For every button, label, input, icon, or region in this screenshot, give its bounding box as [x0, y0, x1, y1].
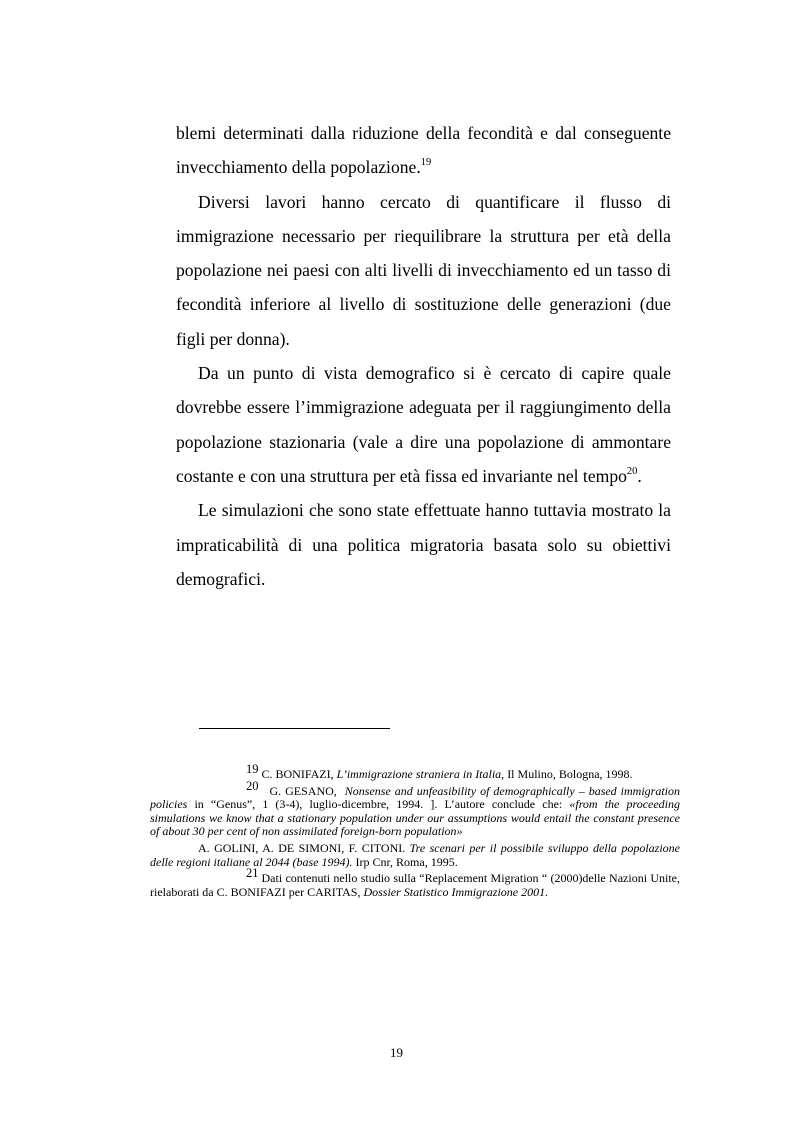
footnote-number: 19: [246, 762, 259, 776]
footnote-number: 21: [246, 866, 259, 881]
footnotes: [150, 762, 681, 902]
paragraph-1: blemi determinati dalla riduzione della fecondità e dal conseguente invecchiamento della popolazione.$^{19}$: [176, 123, 671, 178]
footnote-19: 19 C. BONIFAZI, L’immigrazione straniera in Italia, Il Mulino, Bologna, 1998.: [150, 768, 680, 782]
page-number: 19: [390, 1045, 403, 1060]
footnote-21: 21 Dati contenuti nello studio sulla “Replacement Migration “ (2000)delle Nazioni Unite, rielaborati da C. BONIFAZI per CARITAS, Dossier Statistico Immigrazione 2001.: [150, 866, 680, 899]
paragraph-2: Diversi lavori hanno cercato di quantificare il flusso di immigrazione necessario per riequilibrare la struttura per età della popolazione nei paesi con alti livelli di invecchiamento ed un tasso di fecondità inferiore al livello di sostituzione delle generazioni (due figli per donna).: [176, 191, 671, 349]
footnote-20-continued: A. GOLINI, A. DE SIMONI, F. CITONI. Tre scenari per il possibile sviluppo della popolazione delle regioni italiane al 2044 (base 1994). Irp Cnr, Roma, 1995.: [150, 840, 681, 869]
footnote-20: 20 G. GESANO, Nonsense and unfeasibility of demographically – based immigration policies in “Genus”, 1 (3-4), luglio-dicembre, 1994. ]. L’autore conclude che: «from the proceeding simulations we know that a stationary population under our assumptions would entail the constant presence of about 30 per cent of non assimilated foreign-born population»: [150, 778, 681, 839]
footnote-number: 20: [246, 778, 259, 793]
paragraph-4: Le simulazioni che sono state effettuate hanno tuttavia mostrato la impraticabilità di una politica migratoria basata solo su obiettivi demografici.: [176, 500, 671, 589]
footnote-ref-20: 20: [626, 465, 638, 477]
footnote-ref-19: 19: [420, 157, 432, 169]
footnote-separator: [199, 728, 390, 729]
main-text: [176, 116, 671, 596]
paragraph-3: Da un punto di vista demografico si è cercato di capire quale dovrebbe essere l’immigrazione adeguata per il raggiungimento della popolazione stazionaria (vale a dire una popolazione di ammontare costante e con una struttura per età fissa ed invariante nel tempo$^{20}$.: [176, 363, 671, 486]
